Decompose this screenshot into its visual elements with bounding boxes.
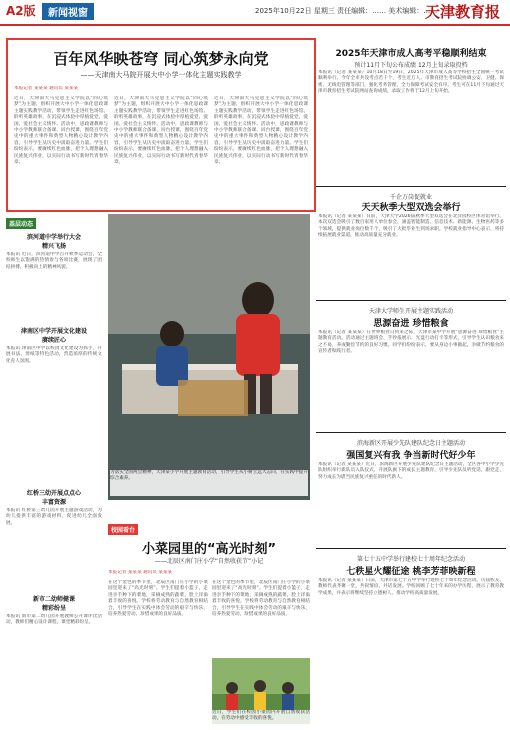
lead-subtitle: ——天津南大马院开展大中小学一体化主题实践教学 <box>80 71 242 79</box>
lead-byline: 本报记者 某某某 通讯员 某某某 <box>14 86 79 91</box>
feature-body-col1: 在这个金色的季节里，北辰区南门庄小学的小菜园里迎来了“高光时刻”。学生们提着小篮子，走进亲手种下的菜地，采摘成熟的蔬菜，脸上洋溢着丰收的喜悦。学校将劳动教育与自然教育相结合，引导学生在实践中体会劳动的艰辛与快乐，培养热爱劳动、珍惜成果的良好品质。 <box>108 580 208 618</box>
lead-title: 百年风华映苍穹 同心筑梦永向党 <box>53 50 269 68</box>
news4-kicker: 滨海新区开展少先队建队纪念日主题活动 <box>356 440 465 447</box>
lead-body-col2: 近日，天津南大马克思主义学院以“同心筑梦”为主题，组织开展大中小学一体化思政课主题实践教学活动，带领学生走进红色场馆、聆听英雄故事，在沉浸式体验中厚植爱党、爱国、爱社会主义情怀。活动中，思政课教师与中小学教师联合备课、同台授课，围绕百年党史中的重大事件和典型人物精心设计教学内容，引导学生从历史中汲取奋进力量。学生们纷纷表示，要赓续红色血脉，把个人理想融入民族复兴伟业，以实际行动书写新时代青春华章。 <box>114 96 208 166</box>
page-number: A2版 <box>6 4 36 18</box>
left2-body: 本报讯 津南区中学以校园文化建设为抓手，开展书法、剪纸等特色活动，营造浓厚的传统文化育人氛围。 <box>6 346 102 364</box>
news1-subtitle: 预计11月下旬公布成绩 12月上旬录取投档 <box>354 62 468 69</box>
divider <box>316 548 506 549</box>
news3-body: 本报讯（记者 某某某）在世界粮食日到来之际，天津市某中学开展“思源奋进 珍惜粮食”主题教育活动。活动通过主题班会、手抄报展示、光盘行动打卡等形式，引导学生认识粮食来之不易，养成勤俭节约的良好习惯。同学们纷纷表示，要从身边小事做起，争做节约粮食的宣传者和践行者。 <box>318 330 504 355</box>
lead-body-col1: 近日，天津南大马克思主义学院以“同心筑梦”为主题，组织开展大中小学一体化思政课主题实践教学活动，带领学生走进红色场馆、聆听英雄故事，在沉浸式体验中厚植爱党、爱国、爱社会主义情怀。活动中，思政课教师与中小学教师联合备课、同台授课，围绕百年党史中的重大事件和典型人物精心设计教学内容，引导学生从历史中汲取奋进力量。学生们纷纷表示，要赓续红色血脉，把个人理想融入民族复兴伟业，以实际行动书写新时代青春华章。 <box>14 96 108 166</box>
left2-title: 津南区中学开展文化建设 <box>20 328 87 335</box>
date-line: 2025年10月22日 星期三 责任编辑：…… 美术编辑：…… <box>255 7 438 15</box>
section-label: 新闻视窗 <box>42 3 94 20</box>
left1-title: 滨河道中学举行大会 <box>26 234 81 241</box>
newspaper-logo: 天津教育报 <box>424 3 500 21</box>
divider <box>316 432 506 433</box>
photo-caption: 为落实全国两会精神，天津某小学开展主题教育活动，引导学生从小树立远大志向，在实践中提升综合素养。 <box>110 470 308 496</box>
news3-kicker: 天津大学师生开展主题实践活动 <box>368 308 453 315</box>
page-header <box>0 0 510 26</box>
left1-sub: 精兴飞扬 <box>41 243 66 250</box>
left3-sub: 丰富资源 <box>41 499 66 506</box>
left1-body: 本报讯 近日，滨河道中学召开秋季运动会，全校师生以饱满的热情参与各项比赛，展现了团结拼搏、积极向上的精神风貌。 <box>6 252 102 270</box>
left4-body: 本报讯 新市第二幼儿园开展教师公开课评比活动，教师们精心设计课程，课堂精彩纷呈。 <box>6 614 102 626</box>
divider <box>316 186 506 187</box>
lead-body-col3: 近日，天津南大马克思主义学院以“同心筑梦”为主题，组织开展大中小学一体化思政课主题实践教学活动，带领学生走进红色场馆、聆听英雄故事，在沉浸式体验中厚植爱党、爱国、爱社会主义情怀。活动中，思政课教师与中小学教师联合备课、同台授课，围绕百年党史中的重大事件和典型人物精心设计教学内容，引导学生从历史中汲取奋进力量。学生们纷纷表示，要赓续红色血脉，把个人理想融入民族复兴伟业，以实际行动书写新时代青春华章。 <box>214 96 308 166</box>
news2-body: 本报讯（记者 某某某）日前，天津大学2026届秋季大型双选会在北洋园校区体育馆举行。本次双选会吸引了数百家用人单位参会，涵盖智能制造、信息技术、新能源、生物医药等多个领域，提供就业岗位数千个，吸引了大批毕业生到场求职。学校就业指导中心表示，将持续拓展就业渠道，推动高质量充分就业。 <box>318 214 504 239</box>
left3-title: 红桥三幼开展点点心 <box>26 490 81 497</box>
left4-title: 新市二幼师健课 <box>32 596 75 603</box>
news5-kicker: 第七十五中学举行建校七十周年纪念活动 <box>356 556 465 563</box>
news2-title: 天天秋季大型双选会举行 <box>361 203 461 213</box>
feature-photo <box>212 658 310 724</box>
feature-body-col2: 在这个金色的季节里，北辰区南门庄小学的小菜园里迎来了“高光时刻”。学生们提着小篮子，走进亲手种下的菜地，采摘成熟的蔬菜，脸上洋溢着丰收的喜悦。学校将劳动教育与自然教育相结合，引导学生在实践中体会劳动的艰辛与快乐，培养热爱劳动、珍惜成果的良好品质。 <box>212 580 310 618</box>
feature-title: 小菜园里的“高光时刻” <box>141 542 277 557</box>
news2-kicker: 千企万岗促就业 <box>389 194 432 201</box>
feature-tag: 校园看台 <box>108 524 138 535</box>
feature-byline: 本报记者 某某某 通讯员 某某某 <box>108 570 173 575</box>
photo-illustration <box>108 214 310 500</box>
left4-sub: 精彩纷呈 <box>41 605 66 612</box>
left3-body: 本报讯 红桥第三幼儿园开展主题游戏活动，为幼儿提供丰富的游戏材料，促进幼儿全面发展。 <box>6 508 102 526</box>
news5-title: 七秩星火耀征途 桃李芳菲映新程 <box>346 567 476 577</box>
left-tag: 基层动态 <box>6 218 36 229</box>
news4-title: 强国复兴有我 争当新时代好少年 <box>346 451 476 461</box>
feature-subtitle: ——北辰区南门庄小学“自然收获节”小记 <box>154 558 264 565</box>
news1-body: 本报讯（记者 某某某）10月18日至19日，2025年天津市成人高等学校招生全国统一考试顺利举行。今年全市共设考点若干个，考生近万人。市教育招生考试院协调公安、卫健、保密、无线电管理等部门，强化考务管理，全力保障考试安全有序。考生可在11月下旬通过天津市教育招生考试院网站查询成绩，录取工作将于12月上旬开始。 <box>318 70 504 95</box>
divider <box>316 300 506 301</box>
feature-photo-caption: 近日，学生们在校园小菜园内开展自然收获活动，在劳动中感受丰收的喜悦。 <box>212 710 310 724</box>
news5-body: 本报讯（记者 某某某）日前，天津市第七十五中学举行建校七十周年纪念活动。历届校友、教师代表齐聚一堂，共叙情谊，共话发展。学校回顾了七十年来的办学历程，展示了教育教学成果，并表示将继续坚持立德树人，推动学校高质量发展。 <box>318 578 504 596</box>
news1-title: 2025年天津市成人高考平稳顺利结束 <box>335 49 487 59</box>
news3-title: 思源奋进 珍惜粮食 <box>373 319 449 329</box>
news4-body: 本报讯（记者 某某某）近日，滨海新区开展少先队建队纪念日主题活动，全区各中小学少先队组织举行新队员入队仪式，开展队旗下的成长主题教育，引导少先队员听党话、跟党走，努力成长为堪当民族复兴重任的时代新人。 <box>318 462 504 480</box>
lead-article <box>6 38 316 212</box>
left2-sub: 赓续匠心 <box>41 337 66 344</box>
main-photo <box>108 214 310 500</box>
